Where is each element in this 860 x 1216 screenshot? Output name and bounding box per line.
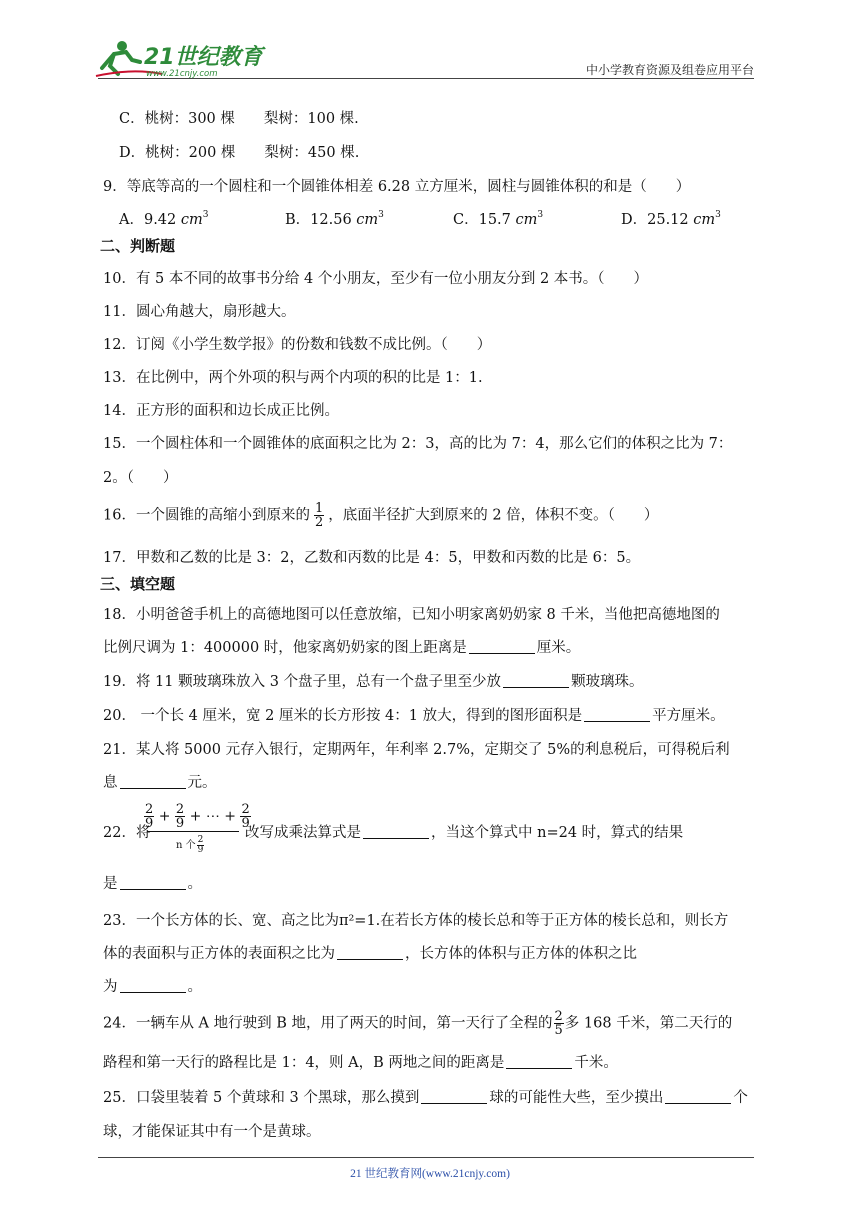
q23-line3: 为 。 [103, 979, 202, 995]
q23-line1: 23．一个长方体的长、宽、高之比为π²=1.在若长方体的棱长总和等于正方体的棱长总和，则长方 [103, 913, 729, 929]
answer-blank[interactable] [120, 774, 186, 789]
q16-fraction: $\frac{1}{2}$ [314, 501, 324, 530]
answer-blank[interactable] [363, 824, 429, 839]
answer-blank[interactable] [469, 639, 535, 654]
logo-url: www.21cnjy.com [146, 69, 218, 79]
q24-line2: 路程和第一天行的路程比是 1：4，则 A，B 两地之间的距离是 千米。 [103, 1055, 618, 1071]
footer-site: 21 世纪教育网(www.21cnjy.com) [350, 1168, 510, 1180]
section-title-fill: 三、填空题 [100, 575, 176, 593]
logo-text: 21世纪教育 [144, 45, 263, 70]
q10: 10．有 5 本不同的故事书分给 4 个小朋友，至少有一位小朋友分到 2 本书。（ ） [103, 271, 649, 287]
header-divider [98, 78, 754, 79]
q8-option-c: C．桃树：300 棵 梨树：100 棵. [119, 111, 359, 127]
q9-option-d: D．25.12 $cm^3$ [621, 210, 721, 228]
q20: 20． 一个长 4 厘米，宽 2 厘米的长方形按 4：1 放大，得到的图形面积是 平方厘米。 [103, 708, 725, 724]
q16: 16．一个圆锥的高缩小到原来的 $\frac{1}{2}$ ，底面半径扩大到原来的 2 倍，体积不变。（ ） [103, 501, 659, 530]
q24-line1: 24．一辆车从 A 地行驶到 B 地，用了两天的时间，第一天行了全程的 $\frac{2}{5}$ 多 168 千米，第二天行的 [103, 1009, 733, 1038]
answer-blank[interactable] [337, 945, 403, 960]
q12: 12．订阅《小学生数学报》的份数和钱数不成比例。（ ） [103, 337, 492, 353]
runner-logo-icon [92, 38, 267, 80]
q22-line1: 改写成乘法算式是 ，当这个算式中 n=24 时，算式的结果 [245, 825, 684, 841]
q15-line2: 2。（ ） [103, 470, 178, 486]
q9-option-b: B．12.56 $cm^3$ [285, 210, 384, 228]
q18-line2: 比例尺调为 1：400000 时，他家离奶奶家的图上距离是 厘米。 [103, 640, 581, 656]
q21-line2: 息 元。 [103, 775, 217, 791]
q25-line1: 25．口袋里装着 5 个黄球和 3 个黑球，那么摸到 球的可能性大些，至少摸出 个 [103, 1090, 748, 1106]
answer-blank[interactable] [421, 1089, 487, 1104]
q24-fraction: $\frac{2}{5}$ [554, 1009, 563, 1038]
q19: 19．将 11 颗玻璃珠放入 3 个盘子里，总有一个盘子里至少放 颗玻璃珠。 [103, 674, 644, 690]
q9-option-c: C．15.7 $cm^3$ [453, 210, 544, 228]
q9-options [119, 208, 721, 229]
underbrace [147, 831, 239, 832]
q22-prefix: 22．将 [103, 825, 151, 841]
q15-line1: 15．一个圆柱体和一个圆锥体的底面积之比为 2：3，高的比为 7：4，那么它们的体积之比为 7： [103, 436, 733, 452]
q8-option-d: D．桃树：200 棵 梨树：450 棵. [119, 145, 360, 161]
section-title-judge: 二、判断题 [100, 237, 176, 255]
q22-expression: $\frac{2}{9}$ + $\frac{2}{9}$ + ⋯ + $\frac{2}{9}$ n 个 $\frac{2}{9}$ [145, 802, 250, 855]
site-logo [92, 38, 267, 80]
q14: 14．正方形的面积和边长成正比例。 [103, 403, 339, 419]
answer-blank[interactable] [584, 707, 650, 722]
q11: 11．圆心角越大，扇形越大。 [103, 304, 296, 320]
answer-blank[interactable] [120, 875, 186, 890]
q18-line1: 18．小明爸爸手机上的高德地图可以任意放缩，已知小明家离奶奶家 8 千米，当他把高德地图的 [103, 607, 720, 623]
q25-line2: 球，才能保证其中有一个是黄球。 [103, 1124, 321, 1140]
footer-divider [98, 1157, 754, 1158]
q21-line1: 21．某人将 5000 元存入银行，定期两年，年利率 2.7%，定期交了 5%的利息税后，可得税后利 [103, 742, 730, 758]
q9-stem: 9．等底等高的一个圆柱和一个圆锥体相差 6.28 立方厘米，圆柱与圆锥体积的和是（ ） [103, 179, 691, 195]
answer-blank[interactable] [503, 673, 569, 688]
answer-blank[interactable] [506, 1054, 572, 1069]
answer-blank[interactable] [665, 1089, 731, 1104]
answer-blank[interactable] [120, 978, 186, 993]
q22-line2: 是 。 [103, 876, 202, 892]
q9-option-a: A．9.42 $cm^3$ [119, 210, 209, 228]
q13: 13．在比例中，两个外项的积与两个内项的积的比是 1：1. [103, 370, 483, 386]
q17: 17．甲数和乙数的比是 3：2，乙数和丙数的比是 4：5，甲数和丙数的比是 6：5。 [103, 550, 641, 566]
q23-line2: 体的表面积与正方体的表面积之比为 ，长方体的体积与正方体的体积之比 [103, 946, 637, 962]
platform-name: 中小学教育资源及组卷应用平台 [585, 63, 754, 77]
